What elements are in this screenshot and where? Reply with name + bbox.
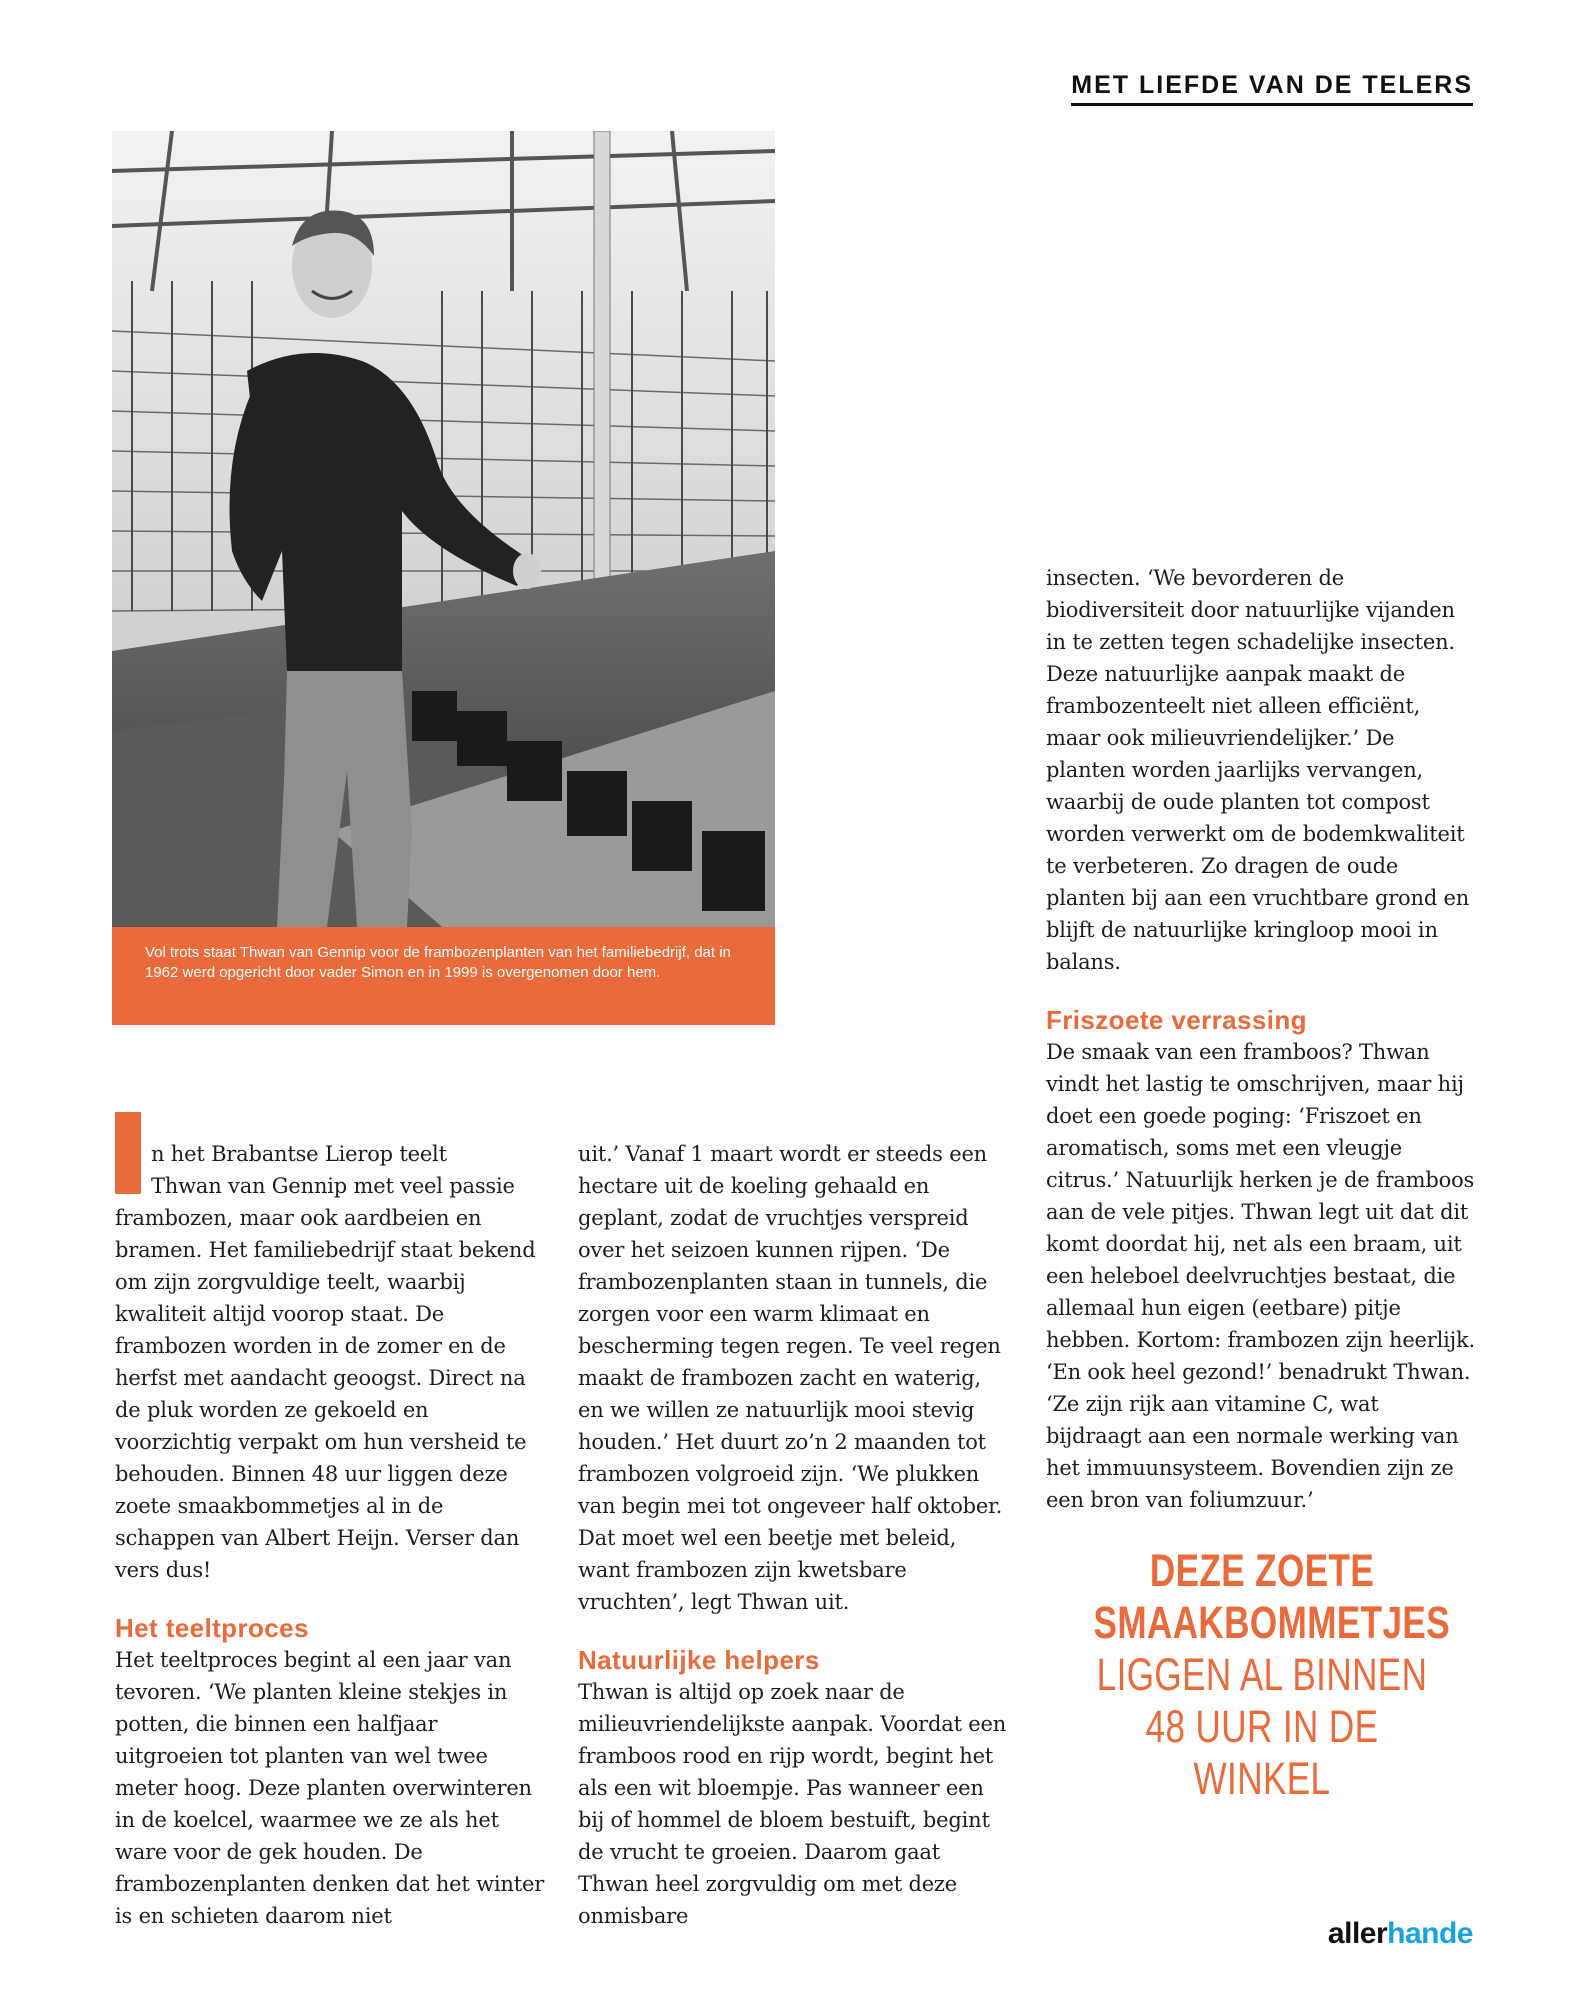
pull-quote-light-line: 48 UUR IN DE <box>1145 1701 1379 1752</box>
subheading-teeltproces: Het teeltproces <box>115 1613 309 1643</box>
subheading-natuurlijke-helpers: Natuurlijke helpers <box>578 1645 820 1675</box>
logo-part-hande: hande <box>1387 1917 1473 1950</box>
farmer-photo <box>112 131 775 927</box>
article-column-1 <box>115 1127 547 1932</box>
section-label: MET LIEFDE VAN DE TELERS <box>1071 70 1473 106</box>
pull-quote-light-line: WINKEL <box>1193 1753 1331 1804</box>
logo-part-aller: aller <box>1327 1917 1388 1950</box>
pull-quote <box>1046 1545 1478 1805</box>
helpers-continued: insecten. ‘We bevorderen de biodiversiteit door natuurlijke vijanden in te zetten tegen schadelijke insecten. Deze natuurlijke aanpak maakt de frambozenteelt niet alleen efficiënt, maar ook milieuvriendelijker.’ De planten worden jaarlijks vervangen, waarbij de oude planten tot compost worden verwerkt om de bodemkwaliteit te verbeteren. Zo dragen de oude planten bij aan een vruchtbare grond en blijft de natuurlijke kringloop mooi in balans. <box>1046 566 1470 974</box>
pull-quote-strong-line: SMAAKBOMMETJES <box>1093 1597 1451 1648</box>
photo-caption: Vol trots staat Thwan van Gennip voor de frambozenplanten van het familiebedrijf, dat in 1962 werd opgericht door vader Simon en in 1999 is overgenomen door hem. <box>145 944 731 981</box>
photo-caption-box <box>112 927 775 1025</box>
dropcap-initial: I <box>115 1112 141 1194</box>
intro-rest: bramen. Het familiebedrijf staat bekend om zijn zorgvuldige teelt, waarbij kwaliteit altijd voorop staat. De frambozen worden in de zomer en de herfst met aandacht geoogst. Direct na de pluk worden ze gekoeld en voorzichtig verpakt om hun versheid te behouden. Binnen 48 uur liggen deze zoete smaakbommetjes al in de schappen van Albert Heijn. Verser dan vers dus! <box>115 1238 536 1582</box>
intro-line-2: Thwan van Gennip met veel passie <box>151 1174 515 1198</box>
article-column-3 <box>1046 562 1478 1516</box>
teeltproces-continued: uit.’ Vanaf 1 maart wordt er steeds een hectare uit de koeling gehaald en geplant, zodat de vruchtjes verspreid over het seizoen kunnen rijpen. ‘De frambozenplanten staan in tunnels, die zorgen voor een warm klimaat en bescherming tegen regen. Te veel regen maakt de frambozen zacht en waterig, en we willen ze natuurlijk mooi stevig houden.’ Het duurt zo’n 2 maanden tot frambozen volgroeid zijn. ‘We plukken van begin mei tot ongeveer half oktober. Dat moet wel een beetje met beleid, want frambozen zijn kwetsbare vruchten’, legt Thwan uit. <box>578 1142 1003 1614</box>
friszoete-paragraph: De smaak van een framboos? Thwan vindt het lastig te omschrijven, maar hij doet een goede poging: ‘Friszoet en aromatisch, soms met een vleugje citrus.’ Natuurlijk herken je de framboos aan de vele pitjes. Thwan legt uit dat dit komt doordat hij, net als een braam, uit een heleboel deelvruchtjes bestaat, die allemaal hun eigen (eetbare) pitje hebben. Kortom: frambozen zijn heerlijk. ‘En ook heel gezond!’ benadrukt Thwan. ‘Ze zijn rijk aan vitamine C, wat bijdraagt aan een normale werking van het immuunsysteem. Bovendien zijn ze een bron van foliumzuur.’ <box>1046 1040 1475 1512</box>
pull-quote-light-line: LIGGEN AL BINNEN <box>1096 1649 1428 1700</box>
intro-line-3: frambozen, maar ook aardbeien en <box>115 1206 482 1230</box>
subheading-friszoete-verrassing: Friszoete verrassing <box>1046 1005 1307 1035</box>
allerhande-logo <box>1328 1917 1473 1951</box>
helpers-paragraph: Thwan is altijd op zoek naar de milieuvriendelijkste aanpak. Voordat een framboos rood en rijp wordt, begint het als een wit bloempje. Pas wanneer een bij of hommel de bloem bestuift, begint de vrucht te groeien. Daarom gaat Thwan heel zorgvuldig om met deze onmisbare <box>578 1680 1007 1928</box>
intro-line-1: n het Brabantse Lierop teelt <box>151 1142 447 1166</box>
pull-quote-strong-line: DEZE ZOETE <box>1149 1545 1375 1596</box>
intro-paragraph <box>115 1127 547 1586</box>
article-column-2 <box>578 1138 1012 1932</box>
teeltproces-paragraph: Het teeltproces begint al een jaar van tevoren. ‘We planten kleine stekjes in potten, die binnen een halfjaar uitgroeien tot planten van wel twee meter hoog. Deze planten overwinteren in de koelcel, waarmee we ze als het ware voor de gek houden. De frambozenplanten denken dat het winter is en schieten daarom niet <box>115 1648 545 1928</box>
